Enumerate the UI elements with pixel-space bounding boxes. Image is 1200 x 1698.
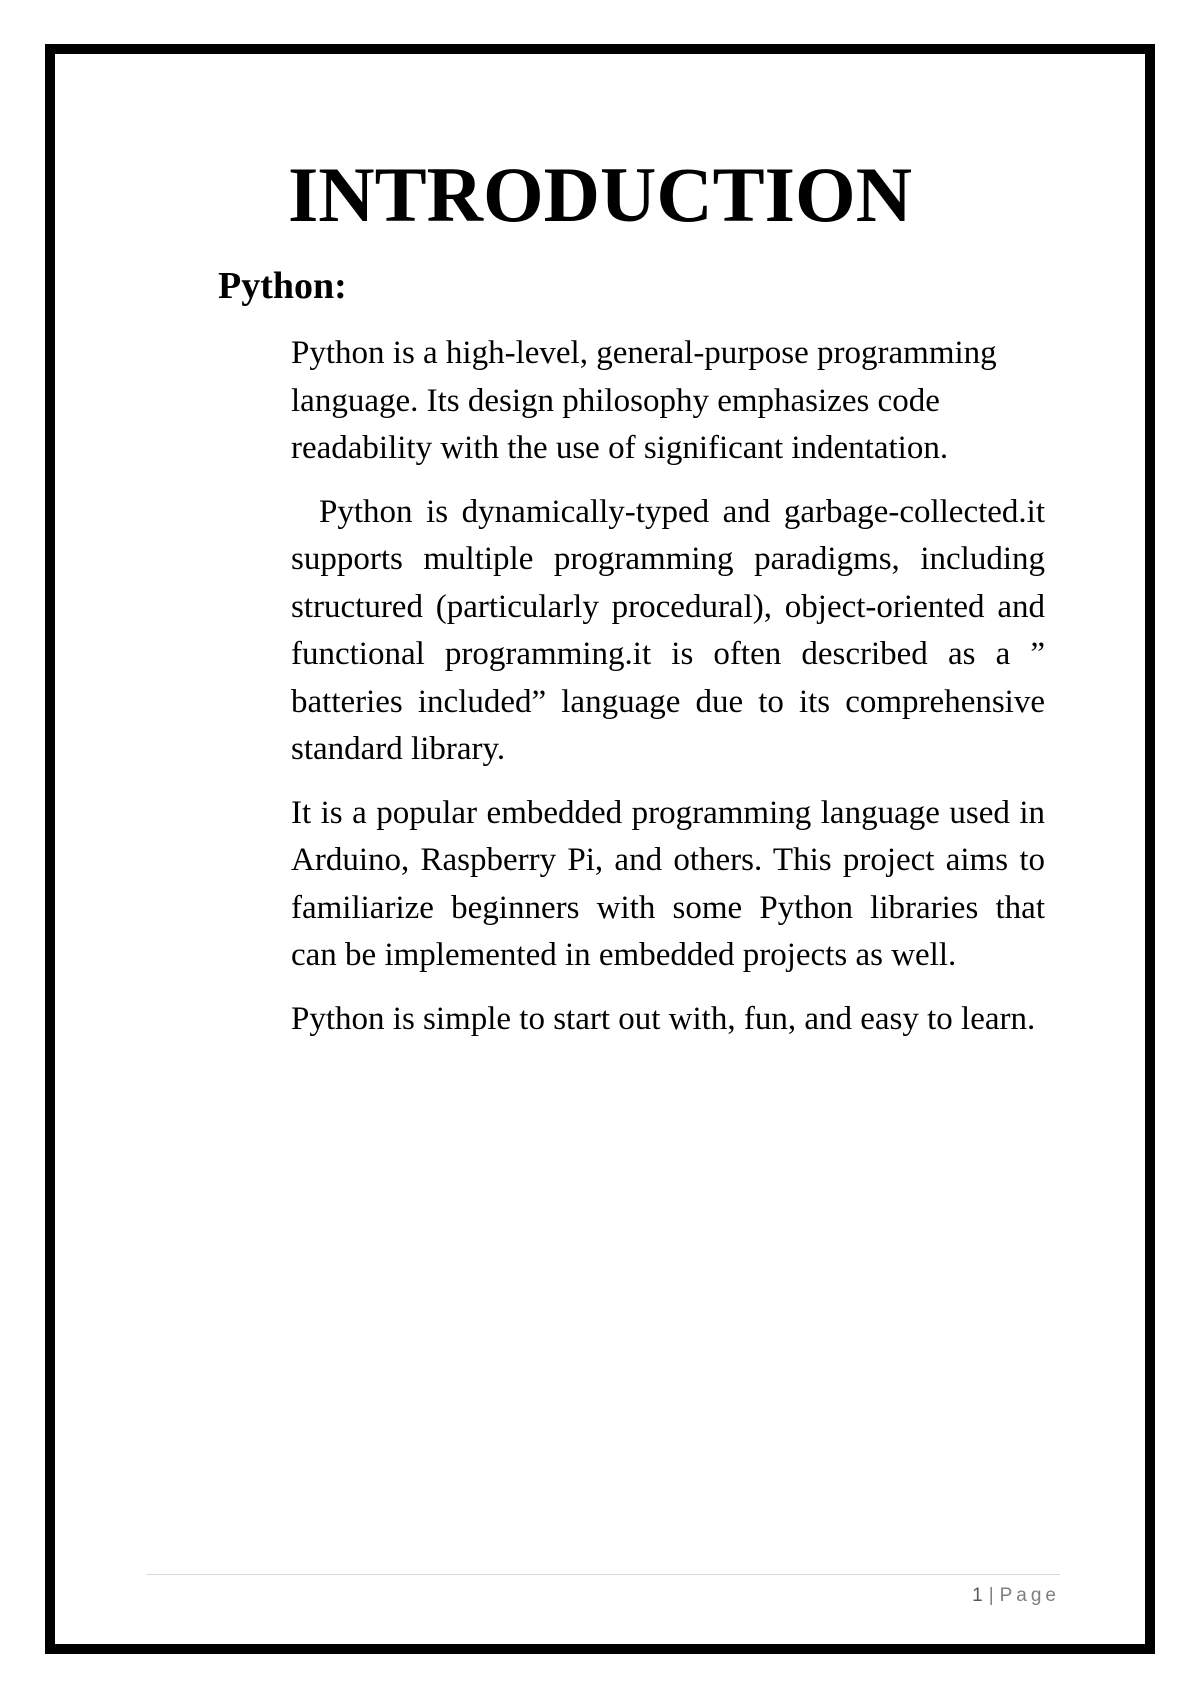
paragraph-4: Python is simple to start out with, fun, and easy to learn.: [291, 1000, 1036, 1037]
page-label: Page: [999, 1585, 1060, 1606]
body-text: [291, 330, 1045, 1059]
page-title: INTRODUCTION: [287, 151, 913, 238]
paragraph-1: Python is a high-level, general-purpose programming language. Its design philosophy emphasizes code readability with the use of significant indentation.: [291, 335, 997, 466]
footer-separator: |: [988, 1585, 994, 1606]
footer-rule: [146, 1574, 1060, 1575]
paragraph-2: Python is dynamically-typed and garbage-collected.it supports multiple programming paradigms, including structured (particularly procedural), object-oriented and functional programming.it is often described as a ” batteries included” language due to its comprehensive standard library.: [291, 493, 1045, 767]
page-number: 1: [972, 1585, 983, 1606]
section-heading: Python:: [218, 265, 347, 307]
paragraph-3: It is a popular embedded programming language used in Arduino, Raspberry Pi, and others. This project aims to familiarize beginners with some Python libraries that can be implemented in embedded projects as well.: [291, 794, 1045, 973]
page-footer: [972, 1584, 1060, 1608]
